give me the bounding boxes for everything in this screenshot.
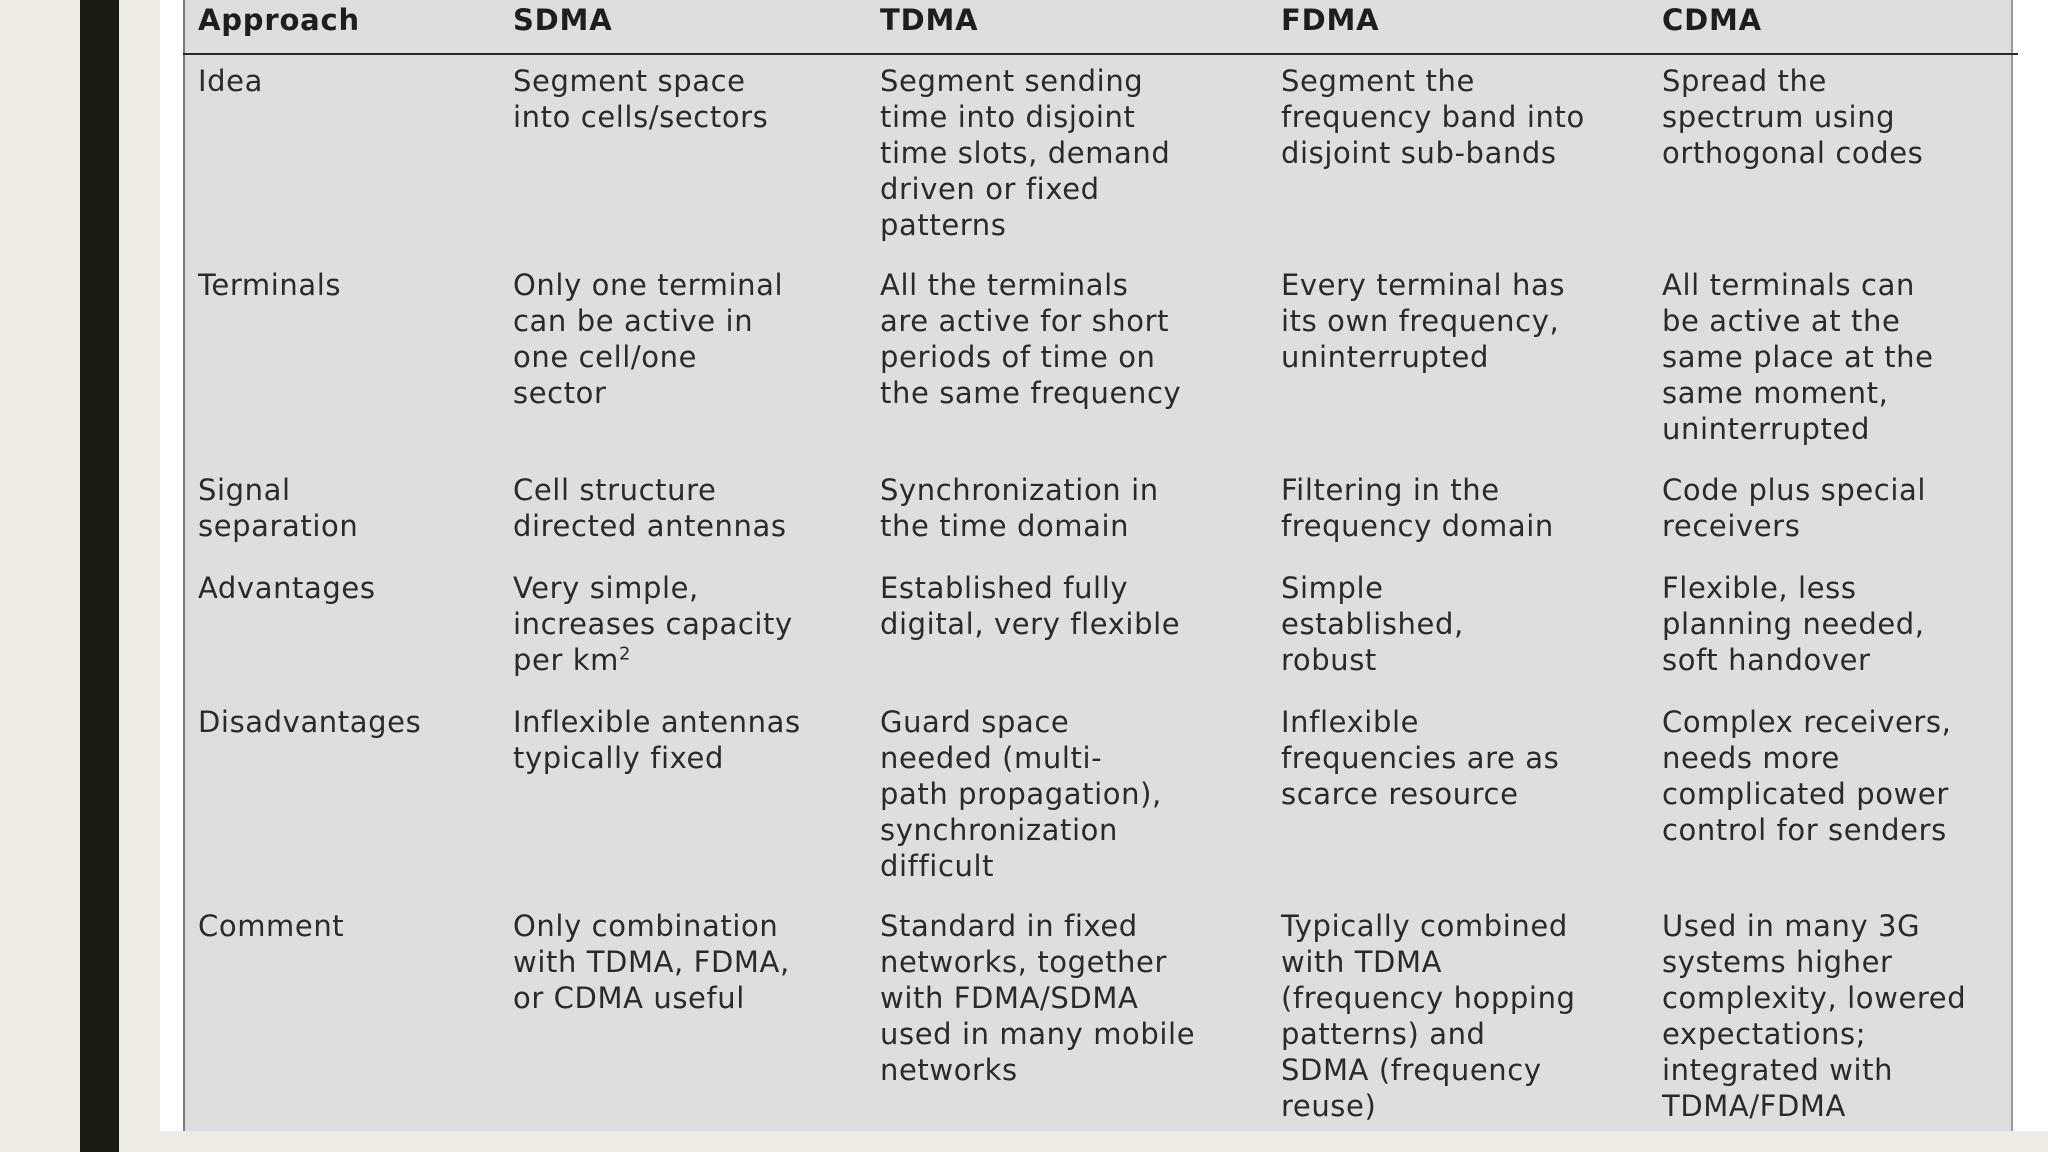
cell-terminals-fdma: Every terminal has its own frequency, uninterrupted	[1281, 268, 1566, 374]
row-label-disadvantages: Disadvantages	[198, 705, 422, 739]
cell-disadvantages-cdma: Complex receivers, needs more complicated power control for senders	[1662, 705, 1952, 847]
cell-idea-cdma: Spread the spectrum using orthogonal codes	[1662, 64, 1924, 170]
cell-signal-separation-sdma: Cell structure directed antennas	[513, 473, 787, 543]
row-label-signal-separation: Signal separation	[198, 473, 359, 543]
cell-idea-fdma: Segment the frequency band into disjoint sub-bands	[1281, 64, 1585, 170]
cell-signal-separation-fdma: Filtering in the frequency domain	[1281, 473, 1554, 543]
cell-terminals-cdma: All terminals can be active at the same place at the same moment, uninterrupted	[1662, 268, 1934, 446]
cell-disadvantages-tdma: Guard space needed (multi- path propagation), synchronization difficult	[880, 705, 1162, 883]
cell-comment-cdma: Used in many 3G systems higher complexity, lowered expectations; integrated with TDMA/FDMA	[1662, 909, 1967, 1123]
cell-advantages-tdma: Established fully digital, very flexible	[880, 571, 1181, 641]
header-sdma: SDMA	[513, 3, 613, 37]
row-label-advantages: Advantages	[198, 571, 376, 605]
cell-comment-fdma: Typically combined with TDMA (frequency hopping patterns) and SDMA (frequency reuse)	[1281, 909, 1576, 1123]
cell-comment-sdma: Only combination with TDMA, FDMA, or CDMA useful	[513, 909, 790, 1015]
cell-idea-sdma: Segment space into cells/sectors	[513, 64, 769, 134]
cell-disadvantages-sdma: Inflexible antennas typically fixed	[513, 705, 801, 775]
header-fdma: FDMA	[1281, 3, 1380, 37]
header-cdma: CDMA	[1662, 3, 1762, 37]
cell-advantages-fdma: Simple established, robust	[1281, 571, 1464, 677]
cell-comment-tdma: Standard in fixed networks, together with FDMA/SDMA used in many mobile networks	[880, 909, 1196, 1087]
cell-terminals-tdma: All the terminals are active for short periods of time on the same frequency	[880, 268, 1182, 410]
header-divider	[183, 53, 2018, 55]
cell-signal-separation-cdma: Code plus special receivers	[1662, 473, 1927, 543]
header-approach: Approach	[198, 3, 360, 37]
header-tdma: TDMA	[880, 3, 979, 37]
row-label-comment: Comment	[198, 909, 345, 943]
cell-signal-separation-tdma: Synchronization in the time domain	[880, 473, 1159, 543]
cell-disadvantages-fdma: Inflexible frequencies are as scarce resource	[1281, 705, 1560, 811]
row-label-idea: Idea	[198, 64, 263, 98]
cell-advantages-sdma-text: Very simple, increases capacity per km	[513, 571, 793, 677]
cell-advantages-sdma	[513, 570, 793, 678]
slide-dark-side-bar	[80, 0, 119, 1152]
superscript-squared: 2	[619, 643, 632, 665]
cell-advantages-cdma: Flexible, less planning needed, soft handover	[1662, 571, 1925, 677]
cell-terminals-sdma: Only one terminal can be active in one cell/one sector	[513, 268, 784, 410]
row-label-terminals: Terminals	[198, 268, 342, 302]
cell-idea-tdma: Segment sending time into disjoint time slots, demand driven or fixed patterns	[880, 64, 1171, 242]
